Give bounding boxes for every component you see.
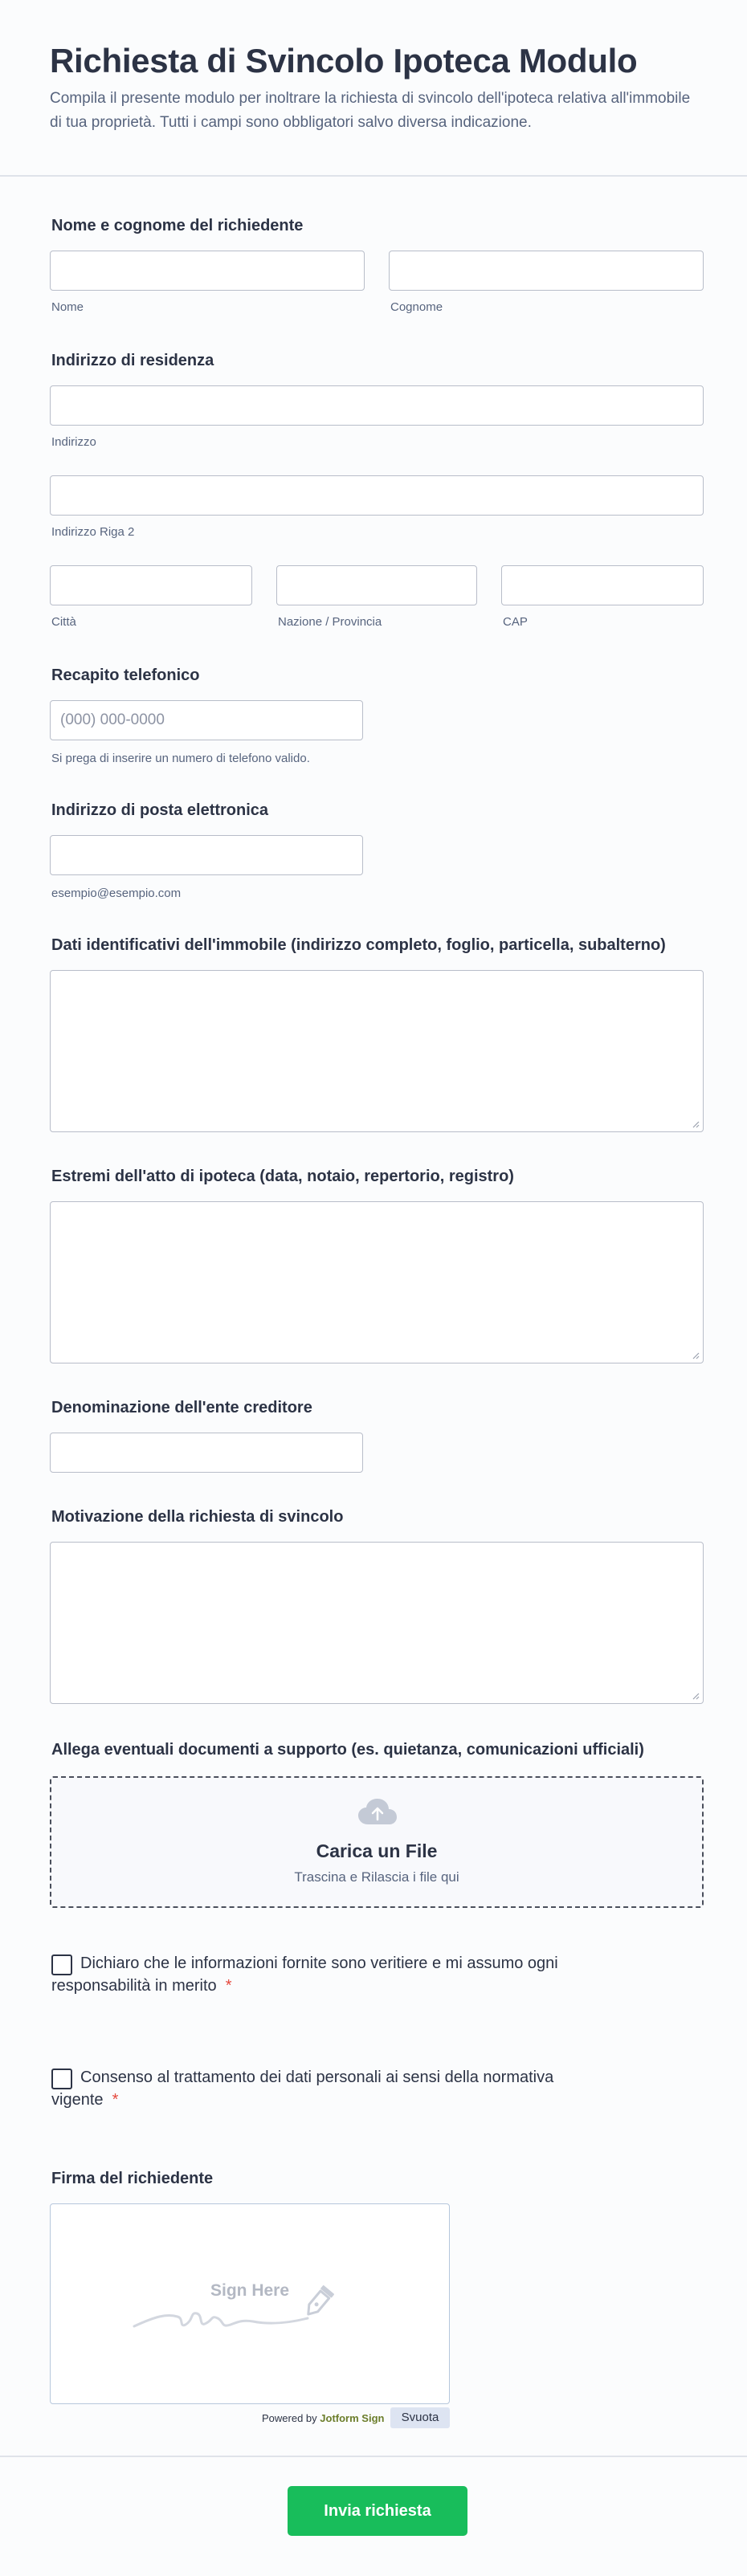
signature-scribble-icon [131, 2281, 372, 2338]
region-input[interactable] [276, 565, 477, 605]
signature-pad[interactable] [50, 2203, 450, 2404]
submit-button[interactable]: Invia richiesta [288, 2486, 467, 2536]
resize-grip-icon[interactable] [692, 1351, 700, 1359]
upload-label: Allega eventuali documenti a supporto (es. quietanza, comunicazioni ufficiali) [51, 1741, 644, 1759]
reason-label: Motivazione della richiesta di svincolo [51, 1508, 344, 1526]
email-label: Indirizzo di posta elettronica [51, 801, 269, 819]
cloud-upload-icon [357, 1797, 398, 1828]
resize-grip-icon[interactable] [692, 1120, 700, 1128]
deed-label: Estremi dell'atto di ipoteca (data, notaio, repertorio, registro) [51, 1168, 514, 1185]
creditor-label: Denominazione dell'ente creditore [51, 1399, 312, 1416]
property-textarea[interactable] [50, 970, 704, 1132]
phone-label: Recapito telefonico [51, 666, 200, 684]
address-line2-input[interactable] [50, 475, 704, 516]
region-sublabel: Nazione / Provincia [278, 615, 382, 629]
consent-text [51, 2066, 614, 2111]
signature-label: Firma del richiedente [51, 2170, 214, 2187]
declaration-label: Dichiaro che le informazioni fornite sono veritiere e mi assumo ogni responsabilità in merito [51, 1954, 558, 1995]
name-label: Nome e cognome del richiedente [51, 217, 304, 234]
city-sublabel: Città [51, 615, 76, 629]
address-line2-sublabel: Indirizzo Riga 2 [51, 525, 135, 539]
email-help: esempio@esempio.com [51, 887, 182, 900]
powered-by [262, 2412, 384, 2424]
phone-help: Si prega di inserire un numero di telefono valido. [51, 752, 310, 765]
last-name-sublabel: Cognome [390, 300, 443, 314]
address-line1-input[interactable] [50, 385, 704, 426]
consent-label: Consenso al trattamento dei dati personali ai sensi della normativa vigente [51, 2069, 554, 2109]
jotform-sign-brand: Jotform Sign [320, 2412, 385, 2424]
powered-by-text: Powered by [262, 2412, 317, 2424]
reason-textarea[interactable] [50, 1542, 704, 1704]
creditor-input[interactable] [50, 1433, 363, 1473]
declaration-text [51, 1952, 614, 1997]
footer-divider [0, 2456, 747, 2457]
first-name-sublabel: Nome [51, 300, 84, 314]
header-divider [0, 175, 747, 177]
upload-subtitle: Trascina e Rilascia i file qui [294, 1869, 459, 1885]
phone-input[interactable] [50, 700, 363, 740]
page-title: Richiesta di Svincolo Ipoteca Modulo [50, 42, 638, 79]
signature-placeholder: Sign Here [210, 2281, 290, 2300]
address-label: Indirizzo di residenza [51, 352, 214, 369]
address-line1-sublabel: Indirizzo [51, 435, 96, 449]
email-input[interactable] [50, 835, 363, 875]
zip-sublabel: CAP [503, 615, 528, 629]
first-name-input[interactable] [50, 251, 365, 291]
city-input[interactable] [50, 565, 252, 605]
phone-placeholder: (000) 000-0000 [60, 711, 165, 728]
property-label: Dati identificativi dell'immobile (indirizzo completo, foglio, particella, subalterno) [51, 936, 666, 954]
consent-required-mark: * [112, 2091, 119, 2109]
page-subtitle: Compila il presente modulo per inoltrare la richiesta di svincolo dell'ipoteca relativa all'immobile di tua proprietà. Tutti i campi sono obbligatori salvo diversa indicazione. [50, 90, 691, 131]
clear-signature-button[interactable]: Svuota [390, 2407, 450, 2428]
upload-title: Carica un File [316, 1840, 438, 1861]
zip-input[interactable] [501, 565, 704, 605]
declaration-required-mark: * [225, 1977, 232, 1995]
file-upload-dropzone[interactable] [50, 1776, 704, 1908]
deed-textarea[interactable] [50, 1201, 704, 1363]
last-name-input[interactable] [389, 251, 704, 291]
resize-grip-icon[interactable] [692, 1692, 700, 1700]
